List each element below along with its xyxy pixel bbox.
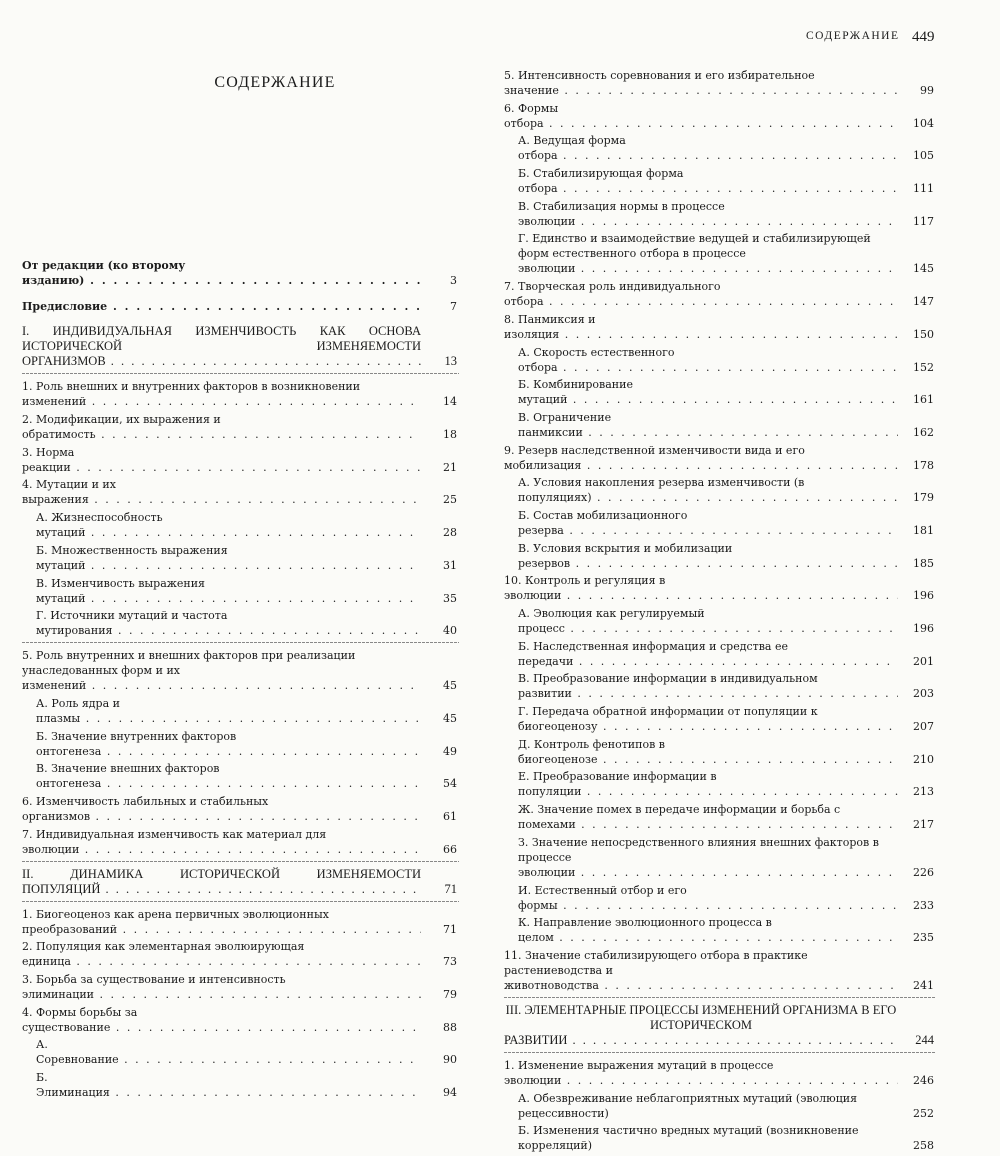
toc-entry-page: 145 bbox=[913, 262, 934, 276]
toc-entry-title: 5. Роль внутренних и внешних факторов при реализации унаследованных форм и их изменений . . . bbox=[22, 648, 421, 693]
toc-entry bbox=[504, 1003, 936, 1048]
toc-entry-page: 246 bbox=[913, 1073, 934, 1087]
toc-entry bbox=[22, 907, 459, 937]
toc-entry-title: 6. Формы отбора . . . bbox=[504, 101, 898, 131]
toc-entry-title: От редакции (ко второму изданию) . . . bbox=[22, 258, 421, 288]
toc-entry bbox=[504, 883, 936, 913]
running-header-title: СОДЕРЖАНИЕ bbox=[806, 30, 900, 42]
toc-entry-page: 3 bbox=[450, 274, 457, 287]
toc-entry bbox=[22, 299, 459, 314]
toc-entry-title: А. Роль ядра и плазмы . . . bbox=[36, 696, 421, 726]
toc-entry bbox=[504, 835, 936, 880]
toc-entry-page: 35 bbox=[443, 591, 457, 605]
toc-entry-page: 21 bbox=[443, 460, 457, 474]
toc-entry-title: Г. Единство и взаимодействие ведущей и стабилизирующей форм естественного отбора в процессе эволюции . . . bbox=[518, 231, 898, 276]
toc-entry-page: 54 bbox=[443, 777, 457, 791]
toc-entry bbox=[22, 1037, 459, 1067]
toc-entry-page: 79 bbox=[443, 988, 457, 1001]
toc-entry-page: 162 bbox=[913, 425, 934, 439]
contents-title: СОДЕРЖАНИЕ bbox=[214, 74, 336, 91]
toc-entry-page: 258 bbox=[913, 1139, 934, 1153]
toc-entry-title: 1. Роль внешних и внутренних факторов в возникновении изменений . . . bbox=[22, 379, 421, 409]
toc-entry-page: 252 bbox=[913, 1106, 934, 1120]
toc-entry-title: А. Условия накопления резерва изменчивости (в популяциях) . . . bbox=[518, 475, 898, 505]
toc-entry-title: И. Естественный отбор и его формы . . . bbox=[518, 883, 898, 913]
toc-entry-title: В. Ограничение панмиксии . . . bbox=[518, 410, 898, 440]
toc-entry-page: 25 bbox=[443, 493, 457, 507]
toc-entry-title: 1. Изменение выражения мутаций в процессе эволюции . . . bbox=[504, 1058, 898, 1088]
toc-entry-page: 185 bbox=[913, 556, 934, 570]
toc-entry-title: 11. Значение стабилизирующего отбора в практике растениеводства и животноводства . . . bbox=[504, 948, 898, 993]
toc-entry-page: 104 bbox=[913, 116, 934, 130]
toc-entry-page: 28 bbox=[443, 526, 457, 540]
toc-entry-page: 73 bbox=[443, 955, 457, 969]
toc-entry bbox=[22, 608, 459, 638]
toc-entry-page: 49 bbox=[443, 744, 457, 758]
toc-entry-page: 40 bbox=[443, 624, 457, 638]
toc-entry-page: 14 bbox=[443, 395, 457, 409]
toc-entry-title: Б. Состав мобилизационного резерва . . . bbox=[518, 508, 898, 538]
toc-entry-page: 71 bbox=[444, 881, 457, 896]
toc-entry-title: Д. Контроль фенотипов в биогеоценозе . . . bbox=[518, 737, 898, 767]
toc-entry bbox=[22, 972, 459, 1002]
toc-entry bbox=[22, 696, 459, 726]
toc-entry-page: 179 bbox=[913, 491, 934, 505]
toc-entry-page: 61 bbox=[443, 809, 457, 823]
toc-entry-title: Б. Наследственная информация и средства ее передачи . . . bbox=[518, 639, 898, 669]
toc-entry-page: 196 bbox=[913, 622, 934, 635]
toc-entry-title: А. Соревнование . . . bbox=[36, 1037, 421, 1067]
toc-entry-title: Б. Комбинирование мутаций . . . bbox=[518, 377, 898, 407]
toc-entry bbox=[22, 379, 459, 409]
toc-entry-title: В. Изменчивость выражения мутаций . . . bbox=[36, 576, 421, 606]
toc-entry bbox=[504, 279, 936, 309]
toc-entry-page: 207 bbox=[913, 720, 934, 734]
toc-entry bbox=[504, 606, 936, 636]
toc-entry-page: 13 bbox=[444, 354, 457, 369]
toc-entry-title: 2. Популяция как элементарная эволюирующая единица . . . bbox=[22, 939, 421, 969]
toc-entry-page: 241 bbox=[913, 978, 934, 992]
divider bbox=[22, 861, 459, 862]
toc-entry bbox=[504, 377, 936, 407]
toc-entry bbox=[504, 737, 936, 767]
toc-entry-title: Б. Множественность выражения мутаций . . . bbox=[36, 543, 421, 573]
toc-entry-title: 7. Индивидуальная изменчивость как материал для эволюции . . . bbox=[22, 827, 421, 857]
toc-entry-page: 235 bbox=[913, 931, 934, 945]
toc-entry bbox=[504, 671, 936, 701]
toc-entry bbox=[22, 729, 459, 759]
toc-entry-title: А. Эволюция как регулируемый процесс . . . bbox=[518, 606, 898, 636]
toc-entry-page: 203 bbox=[913, 687, 934, 701]
toc-entry-page: 233 bbox=[913, 898, 934, 912]
divider bbox=[22, 901, 459, 902]
toc-entry bbox=[504, 101, 936, 131]
toc-entry-page: 90 bbox=[443, 1053, 457, 1067]
toc-entry bbox=[504, 704, 936, 734]
toc-entry-page: 105 bbox=[913, 149, 934, 163]
toc-entry-title: 2. Модификации, их выражения и обратимость . . . bbox=[22, 412, 421, 442]
toc-entry bbox=[504, 443, 936, 473]
toc-entry bbox=[504, 802, 936, 832]
toc-entry-title: Г. Источники мутаций и частота мутирования . . . bbox=[36, 608, 421, 638]
toc-entry-title: 3. Норма реакции . . . bbox=[22, 445, 421, 475]
toc-entry-title: А. Жизнеспособность мутаций . . . bbox=[36, 510, 421, 540]
toc-entry bbox=[22, 576, 459, 606]
toc-entry bbox=[504, 1091, 936, 1121]
toc-entry-title: Б. Стабилизирующая форма отбора . . . bbox=[518, 166, 898, 196]
toc-entry-page: 213 bbox=[913, 785, 934, 799]
toc-entry bbox=[504, 948, 936, 993]
toc-entry bbox=[504, 1123, 936, 1153]
toc-entry-title: В. Стабилизация нормы в процессе эволюции . . . bbox=[518, 199, 898, 229]
toc-entry-page: 196 bbox=[913, 589, 934, 603]
divider bbox=[22, 642, 459, 643]
toc-entry-page: 66 bbox=[443, 842, 457, 856]
toc-entry-title: Б. Элиминация . . . bbox=[36, 1070, 421, 1100]
toc-entry-page: 45 bbox=[443, 711, 457, 725]
toc-entry-title: 4. Мутации и их выражения . . . bbox=[22, 477, 421, 507]
toc-entry-title: В. Условия вскрытия и мобилизации резервов . . . bbox=[518, 541, 898, 571]
toc-entry bbox=[504, 345, 936, 375]
toc-entry bbox=[22, 510, 459, 540]
toc-entry-page: 111 bbox=[913, 182, 934, 196]
toc-entry-page: 94 bbox=[443, 1086, 457, 1100]
toc-entry-page: 150 bbox=[913, 327, 934, 341]
toc-entry bbox=[504, 410, 936, 440]
toc-entry-page: 7 bbox=[450, 299, 457, 313]
toc-entry-title: 1. Биогеоценоз как арена первичных эволюционных преобразований . . . bbox=[22, 907, 421, 937]
toc-entry bbox=[22, 258, 459, 288]
toc-entry-title: Б. Значение внутренних факторов онтогенеза . . . bbox=[36, 729, 421, 759]
toc-entry-title: 6. Изменчивость лабильных и стабильных организмов . . . bbox=[22, 794, 421, 824]
toc-entry-title: Г. Передача обратной информации от популяции к биогеоценозу . . . bbox=[518, 704, 898, 734]
toc-entry bbox=[22, 794, 459, 824]
toc-entry-title: II. ДИНАМИКА ИСТОРИЧЕСКОЙ ИЗМЕНЯЕМОСТИ ПОПУЛЯЦИЙ . . . bbox=[22, 867, 421, 897]
toc-entry-title: З. Значение непосредственного влияния внешних факторов в процессе эволюции . . . bbox=[518, 835, 898, 880]
toc-entry bbox=[504, 133, 936, 163]
toc-entry-title: 3. Борьба за существование и интенсивность элиминации . . . bbox=[22, 972, 421, 1002]
toc-entry-page: 244 bbox=[915, 1032, 934, 1047]
toc-entry-title: Предисловие . . . bbox=[22, 299, 421, 314]
toc-entry-page: 147 bbox=[913, 295, 934, 309]
toc-entry bbox=[22, 648, 459, 693]
spacer bbox=[22, 316, 459, 324]
toc-entry-title: 7. Творческая роль индивидуального отбора . . . bbox=[504, 279, 898, 309]
toc-entry-page: 217 bbox=[913, 818, 934, 832]
toc-entry bbox=[504, 915, 936, 945]
toc-entry-title: 8. Панмиксия и изоляция . . . bbox=[504, 312, 898, 342]
toc-entry bbox=[504, 312, 936, 342]
toc-entry-page: 18 bbox=[443, 428, 457, 442]
toc-entry-title: Ж. Значение помех в передаче информации и борьба с помехами . . . bbox=[518, 802, 898, 832]
toc-entry bbox=[22, 939, 459, 969]
toc-entry bbox=[22, 1005, 459, 1035]
toc-entry-page: 178 bbox=[913, 458, 934, 472]
toc-entry-title: I. ИНДИВИДУАЛЬНАЯ ИЗМЕНЧИВОСТЬ КАК ОСНОВА ИСТОРИЧЕСКОЙ ИЗМЕНЯЕМОСТИ ОРГАНИЗМОВ . . . bbox=[22, 324, 421, 369]
toc-entry bbox=[504, 231, 936, 276]
toc-entry-page: 226 bbox=[913, 865, 934, 879]
toc-entry bbox=[22, 827, 459, 857]
toc-entry-title: 10. Контроль и регуляция в эволюции . . . bbox=[504, 573, 898, 603]
toc-entry-page: 161 bbox=[913, 393, 934, 407]
toc-entry-title: 4. Формы борьбы за существование . . . bbox=[22, 1005, 421, 1035]
toc-entry bbox=[504, 166, 936, 196]
divider bbox=[504, 997, 936, 998]
toc-entry-title: 9. Резерв наследственной изменчивости вида и его мобилизация . . . bbox=[504, 443, 898, 473]
toc-right-column bbox=[504, 68, 936, 1156]
toc-entry bbox=[504, 573, 936, 603]
toc-entry-title: А. Обезвреживание неблагоприятных мутаций (эволюция рецессивности) bbox=[518, 1091, 858, 1120]
toc-entry-page: 45 bbox=[443, 679, 457, 693]
toc-entry-title: 5. Интенсивность соревнования и его избирательное значение . . . bbox=[504, 68, 898, 98]
divider bbox=[22, 373, 459, 374]
toc-entry-title: А. Ведущая форма отбора . . . bbox=[518, 133, 898, 163]
toc-entry bbox=[22, 412, 459, 442]
toc-entry bbox=[504, 1058, 936, 1088]
toc-entry bbox=[22, 445, 459, 475]
toc-entry bbox=[504, 639, 936, 669]
toc-entry-title: В. Значение внешних факторов онтогенеза . . . bbox=[36, 761, 421, 791]
toc-entry-page: 71 bbox=[443, 922, 457, 936]
toc-entry-page: 99 bbox=[920, 84, 934, 97]
toc-entry bbox=[504, 199, 936, 229]
toc-entry-title: А. Скорость естественного отбора . . . bbox=[518, 345, 898, 375]
toc-entry-page: 152 bbox=[913, 360, 934, 374]
toc-entry-page: 210 bbox=[913, 752, 934, 766]
page-number: 449 bbox=[912, 29, 935, 45]
toc-entry-title: Е. Преобразование информации в популяции . . . bbox=[518, 769, 898, 799]
toc-entry-title: В. Преобразование информации в индивидуальном развитии . . . bbox=[518, 671, 898, 701]
toc-entry-page: 88 bbox=[443, 1020, 457, 1034]
spacer bbox=[22, 291, 459, 299]
toc-entry bbox=[22, 324, 459, 369]
toc-entry-page: 31 bbox=[443, 558, 457, 572]
toc-entry-page: 181 bbox=[913, 523, 934, 537]
toc-left-column bbox=[22, 258, 459, 1103]
toc-entry bbox=[22, 477, 459, 507]
toc-entry-title: К. Направление эволюционного процесса в целом . . . bbox=[518, 915, 898, 945]
toc-entry bbox=[22, 1070, 459, 1100]
toc-entry-title: Б. Изменения частично вредных мутаций (возникновение корреляций) bbox=[518, 1124, 859, 1153]
toc-entry-page: 201 bbox=[913, 654, 934, 668]
toc-entry bbox=[504, 68, 936, 98]
toc-entry-title: III. ЭЛЕМЕНТАРНЫЕ ПРОЦЕССЫ ИЗМЕНЕНИЙ ОРГАНИЗМА В ЕГО ИСТОРИЧЕСКОМ РАЗВИТИИ . . . bbox=[504, 1003, 898, 1048]
toc-entry-page: 117 bbox=[913, 214, 934, 228]
toc-entry bbox=[504, 508, 936, 538]
toc-entry bbox=[504, 541, 936, 571]
toc-entry bbox=[504, 769, 936, 799]
toc-entry bbox=[22, 543, 459, 573]
toc-entry bbox=[22, 867, 459, 897]
divider bbox=[504, 1052, 936, 1053]
toc-entry bbox=[504, 475, 936, 505]
toc-entry bbox=[22, 761, 459, 791]
